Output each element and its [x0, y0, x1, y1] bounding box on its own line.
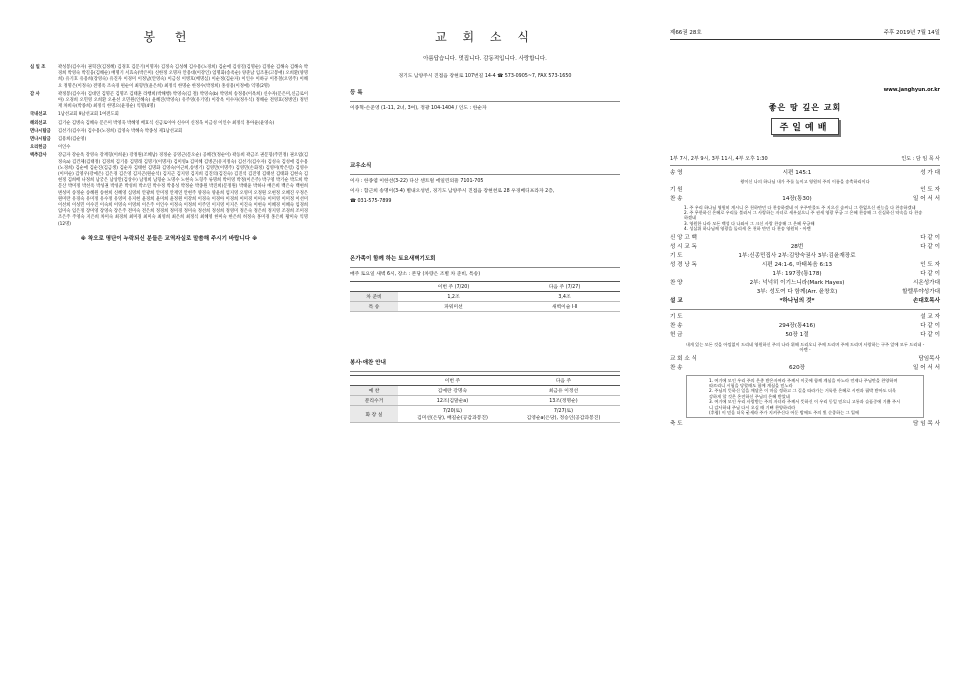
- register-heading: 등 록: [350, 90, 363, 96]
- order-title: 14장(통30): [782, 195, 812, 202]
- offering-row: [30, 112, 308, 118]
- order-row: [670, 322, 940, 331]
- order-leader: 다 같 이: [920, 270, 940, 277]
- order-row: [670, 288, 940, 297]
- closing-hymn-lyrics: 1. 여기에 모인 우리 주의 은총 받은자여라 주께서 이곳에 함께 계심을 아노라 언제나 주님만을 찬양하며 따르리니 시험을 당할때도 함께 계심을 믿노라 2. 주님의 뜻하신 일을 깨달은 이 마음 정하고 그 길을 따라가는 거룩한 은혜로 시련과 핍박 받아도 더욱 강하게 할 것은 온전하신 주님의 은혜 받았네 3. 여기에 모인 우리 사랑받는 주의 자녀라 주께서 뜻하신 이 우리 동일 믿으니 고통과 슬픔중에 기쁨 주시니 감사하네 주님 다시 오실 때 기뻐 찬양하리라 (후렴) 이 믿음 더욱 굳세라 주가 지켜주신다 어둔 밤에도 주의 빛 순종하는 그 입에: [686, 375, 924, 419]
- order-item: 교 회 소 식: [670, 355, 697, 362]
- offering-hymn-lyrics: 내게 있는 모든 것을 아낌없이 드리네 영원하신 주의 나라 위해 드리오니 주께 드리며 주께 드리며 사랑하는 구주 앞에 모두 드리네 - 아멘 -: [685, 341, 925, 353]
- order-row: [670, 364, 940, 373]
- order-row: [670, 252, 940, 261]
- table-cell: 예 찬: [350, 386, 398, 396]
- order-title: 시편 24:1-6, 마태복음 6:13: [761, 261, 833, 268]
- divider: [350, 267, 620, 268]
- table-cell: 7/20(토) 김미선(은당), 배길순(공감과봉진): [398, 406, 507, 423]
- offering-names: 곽정봉(김수자) 김대연 김명곤 김명조 김태훈 라행희(박해행) 박영숙(김 철) 박영숙(b) 박영희 송정용(이옥희) 신수자(문은미,신금로이아) 오경희 오민영 오희환 오운선 오민원(인혜숙) 윤혜진(박영숙) 유주영(유기영) 이강옥 이수자(정우식) 정해순 전영효(정병연) 정빈재 차희숙(박종희) 최정식 한명요(윤경순) 익명(4명): [58, 91, 308, 110]
- order-item: 찬 송: [670, 364, 683, 371]
- table-cell: 김예란 강명숙: [398, 386, 507, 396]
- table-row: [350, 386, 620, 396]
- order-row: [670, 313, 940, 322]
- order-row: [670, 186, 940, 195]
- members-news-heading: 교우소식: [350, 163, 372, 169]
- table-cell: 차 준비: [350, 292, 398, 302]
- offering-category: 해외선교: [30, 120, 47, 126]
- order-row: [670, 355, 940, 364]
- table-row: [350, 292, 620, 302]
- table-cell: 13조(정명순): [507, 396, 620, 406]
- divider: [350, 101, 620, 102]
- offering-row: [30, 129, 308, 135]
- prayer-table: [350, 281, 620, 312]
- order-leader: 성 가 대: [920, 170, 940, 176]
- order-title: 1부:신종민집사 2부:김양숙권사 3부:김윤재장로: [738, 252, 856, 259]
- order-title: 620장: [788, 364, 806, 371]
- table-header: [350, 282, 398, 292]
- offering-category: 국내선교: [30, 112, 47, 118]
- order-item: 성 경 낭 독: [670, 261, 697, 268]
- offering-title: 봉 헌: [143, 30, 195, 44]
- order-row: [670, 279, 940, 288]
- table-cell: 새벽이슬 Ⅰ·Ⅱ: [509, 302, 620, 312]
- order-row: [670, 234, 940, 243]
- offering-row: [30, 121, 308, 127]
- register-text: 이종혁-손준영 (1-11, 2녀, 3여), 정광 104-1404 / 인도 : 한순자: [350, 106, 487, 111]
- offering-category: 십 일 조: [30, 65, 46, 70]
- order-row: [670, 270, 940, 279]
- table-header: [350, 376, 398, 386]
- offering-category: 면나시탑금: [30, 137, 51, 143]
- table-cell: 최금유 이정선: [507, 386, 620, 396]
- table-cell: 12조(김말순a): [398, 396, 507, 406]
- hymn-lyrics: 1. 주 우리 하나님 영원히 계시니 온 천하만민 다 찬송하겠네 이 우주만물도 주 지으신 솜씨니 그 한없으신 권능을 다 찬송하겠네 2. 주 무한하신 은혜로 우리를 불러서 그 사랑하는 자녀로 세우셨으니 주 권세 영광 무궁 그 은혜 찬송해 그 신실하신 약속을 다 찬송하겠네 3. 영원한 나라 모든 백성 다 나와서 그 크신 사랑 찬송해 그 은혜 무궁해 4. 성삼위 하나님께 영광을 돌리세 온 천하 만민 다 찬송 영원히 - 아멘: [684, 204, 923, 232]
- order-title: 시편 145:1: [782, 170, 812, 176]
- prayer-text: 매주 토요일 새벽 6시, 장소 : 본당 (차량은 조별 차 준비, 특송): [350, 272, 481, 277]
- table-cell: 분리수거: [350, 396, 398, 406]
- table-header-row: [350, 282, 620, 292]
- church-name: 좋은 땅 깊은 교회: [768, 103, 842, 112]
- table-header: 다음 주 (7/27): [509, 282, 620, 292]
- order-title: 50장 1절: [785, 331, 809, 338]
- members-news-line: 이사 : 한종엽 이한선(3-22) 다산 센트럴 에일린의뜰 7101-705: [350, 179, 484, 184]
- divider: [350, 371, 620, 372]
- order-leader: 인 도 자: [920, 261, 940, 268]
- issue-number: 제66권 28호: [670, 30, 702, 36]
- table-cell: 3,4조: [509, 292, 620, 302]
- offering-names: 김기순 김병숙 김혜숙 문은미 박영욱 박혜영 배효식 신금로이아 신수미 신정욱 이금성 이인수 최정식 홍아윤(윤영숙): [58, 120, 275, 126]
- order-title: 28번: [790, 243, 804, 250]
- order-leader: 다 같 이: [920, 243, 940, 250]
- service-times: 1부 7시, 2부 9시, 3부 11시, 4부 오후 1:30: [670, 156, 768, 162]
- order-item: 성 시 교 독: [670, 243, 697, 250]
- table-row: [350, 406, 620, 423]
- order-row: [670, 195, 940, 204]
- news-panel: [320, 0, 640, 678]
- service-table: [350, 375, 620, 423]
- table-header-row: [350, 376, 620, 386]
- offering-category: 면나시탑금: [30, 128, 51, 134]
- order-title: *하나님의 것*: [779, 297, 815, 304]
- offering-row: [30, 145, 308, 151]
- church-motto: 아름답습니다. 멋집니다. 감동적입니다. 사랑합니다.: [423, 56, 547, 62]
- divider: [350, 174, 620, 175]
- offering-category: 오리헌금: [30, 145, 47, 151]
- offering-names: 김용희(김순영): [58, 137, 87, 143]
- order-leader: 담임목사: [918, 355, 940, 362]
- order-item: 헌 금: [670, 331, 683, 338]
- order-row: [670, 331, 940, 340]
- order-title: 3부: 성도여 다 함께(Arr. 윤창호): [756, 288, 838, 295]
- table-header: 이번 주 (7/20): [398, 282, 509, 292]
- table-cell: 7/27(토) 김영순a(은당), 정승인(공감과봉진): [507, 406, 620, 423]
- order-title: 294장(통416): [778, 322, 816, 329]
- members-news-line: 이사 : 함근희 송명이(3-4) 별내오성빈, 경기도 남양주시 진접읍 장현천로 28 우경베디프라자 2층,: [350, 189, 555, 194]
- order-title: 1부: 197장(통178): [772, 270, 822, 277]
- order-item: 기 원: [670, 186, 683, 193]
- church-address: 경기도 남양주시 진접읍 장현로 107번길 14-4 ☎ 573-0905~7, FAX 573-1650: [398, 74, 572, 79]
- prayer-heading: 온가족이 함께 하는 토요새벽기도회: [350, 256, 436, 262]
- offering-names: 이인수: [58, 145, 71, 151]
- offering-category: 감 사: [30, 91, 40, 97]
- table-cell: 특 송: [350, 302, 398, 312]
- order-item: 신 앙 고 백: [670, 234, 697, 241]
- offering-row: [30, 153, 308, 227]
- offering-row: [30, 65, 308, 90]
- table-row: [350, 302, 620, 312]
- offering-row: [30, 92, 308, 111]
- divider: [670, 309, 940, 310]
- bulletin-header: [670, 28, 940, 40]
- order-item: 찬 양: [670, 279, 683, 286]
- table-row: [350, 396, 620, 406]
- order-row: [670, 261, 940, 270]
- order-leader: 시온성가대: [912, 279, 940, 286]
- worship-panel: [640, 0, 960, 678]
- offering-names: 강금자 강순옥 강영숙 강재형(이희윤) 강정원(조혜남) 경정순 공영근(문오순) 공혜건(정순이) 곽동희 곽금조 권문형(주민정) 권오엽(김정숙a) 김건체(김태정) 김경희 김기용 김명래 김명기(이명자) 김미영a 김미혜 김병곤(유지정숙) 김선기(김수자) 김성숙 김성애 김수용(노경희) 김순애 김순진(김금생) 김순자 김태현 김명화 김영숙(이근희,송병기) 김영만(이명주) 김영민(손화정) 김영미(박은령) 김영수(이미순) 김영우(강예은) 김은경 김은영 김지곤(원순석) 김지근 김지영 김지희 김진의(김진숙) 김진석 김진영 김태선 김태화 김현숙 김현정 김희배 나정희 남궁은 남상만(김상수) 남정희 남형순 노명수 노현숙 노형주 류명희 박미영 박정(이은주) 박구영 박기순 박도희 박문산 박미정 박선옥 박성권 박성준 박성희 박소연 박수정 박용성 박정순 박종원 박진희(문정원) 박태윤 박하나 배은희 백은숙 백현희 변성미 송정순 송혜원 송현희 신혜영 심영희 안광희 안미정 안재연 안현주 양경숙 양윤희 엄지영 오영미 오정원 오현정 오혜진 우정은 원미란 유경숙 유미정 유수정 유영미 유지현 윤경희 윤미희 윤정원 이강희 이경숙 이경아 이경희 이미경 이미숙 이미영 이미정 이선미 이선희 이성민 이수진 이숙희 이영숙 이영희 이은주 이인수 이정숙 이정희 이주연 이지영 이지은 이진숙 이현숙 이혜경 이혜숙 임경희 임미숙 임은정 장미영 장영숙 장은주 전미숙 전은희 정경희 정미경 정미숙 정선희 정성희 정영미 정은숙 정은희 정지영 조경희 조미경 조은주 주영숙 지은희 차미숙 최경희 최미경 최미숙 최영희 최은희 최정식 최혜영 한미숙 한은희 허정숙 홍미경 홍은희 황미숙 익명(12명): [58, 153, 308, 227]
- bulletin-date: 주후 2019년 7월 14일: [883, 30, 940, 36]
- table-cell: 화 장 실: [350, 406, 398, 423]
- table-header: 이번 주: [398, 376, 507, 386]
- offering-panel: [0, 0, 320, 678]
- church-website: www.janghyun.or.kr: [883, 87, 940, 93]
- order-item: 기 도: [670, 252, 683, 259]
- divider: [670, 165, 940, 166]
- order-leader: 인 도 자: [920, 186, 940, 193]
- table-cell: 1,2조: [398, 292, 509, 302]
- order-leader: 다 같 이: [920, 322, 940, 329]
- table-header: 다음 주: [507, 376, 620, 386]
- order-item: 설 교: [670, 297, 683, 304]
- scripture-line: 왕이신 나의 하나님 내가 주를 높이고 영원히 주의 이름을 송축하리이다: [740, 179, 870, 184]
- order-leader: 손대호목사: [912, 297, 940, 304]
- offering-names: 1남선교회 9남선교회 1여전도회: [58, 112, 119, 118]
- members-news-line: ☎ 031-575-7899: [350, 199, 392, 204]
- offering-row: [30, 137, 308, 143]
- offering-category: 맥추감사: [30, 153, 47, 159]
- order-title: 2부: 넉넉히 이기느니라(Mark Hayes): [749, 279, 845, 286]
- service-heading: 봉사·애찬 안내: [350, 360, 386, 366]
- order-leader: 일 어 서 서: [913, 364, 940, 371]
- offering-note: ※ 착오로 명단이 누락되신 분들은 교역자실로 말씀해 주시기 바랍니다 ※: [80, 235, 258, 242]
- order-item: 기 도: [670, 313, 683, 320]
- order-row: [670, 243, 940, 252]
- service-times-row: [670, 155, 940, 162]
- order-row: [670, 420, 940, 429]
- order-leader: 할렐루야성가대: [902, 288, 940, 295]
- order-item: 찬 송: [670, 195, 683, 202]
- order-leader: 설 교 자: [920, 313, 940, 320]
- order-leader: 다 같 이: [920, 234, 940, 241]
- order-item: 축 도: [670, 421, 683, 428]
- order-leader: 일 어 서 서: [913, 195, 940, 202]
- worship-title: 주일예배: [771, 118, 839, 135]
- order-of-service: [670, 169, 940, 429]
- order-leader: 담 임 목 사: [913, 421, 940, 428]
- offering-list: [30, 65, 308, 228]
- order-item: 송 영: [670, 170, 683, 176]
- order-row: [670, 297, 940, 306]
- order-row: [670, 169, 940, 178]
- service-leader: 인도 : 담 임 목 사: [901, 156, 940, 162]
- offering-names: 김선기(김수자) 김수용(노경희) 김영숙 박혜숙 박종성 제1남선교회: [58, 128, 183, 134]
- table-cell: 파워미션: [398, 302, 509, 312]
- order-item: 찬 송: [670, 322, 683, 329]
- offering-names: 곽성봉(김수자) 권혁진(김정혜) 김경호 김문기(이명자) 김정숙 김성혜 김수용(노경희) 김순애 김성길(김명순) 김정순 김해숙 김해숙 박경희 박영숙 박길웅(김해순) 배명기 서효숙(박은미) 신한정 오명자 안용대(이강인) 엄명화(송옥순) 양준남 임조훈(고봉애) 오희환(양명희) 유기호 유용희(장영숙) 유진자 이경미 이정남(안영숙) 이금성 이병호(배명심) 이순정(김순자) 이인수 이하규 이흥철(오영주) 이해요 정명은(이정숙) 전명옥 조숙경 편순이 최형빈(윤은희) 최정식 한명순 한정수(박정희) 홍성용(이정애) 익명(2명): [58, 65, 308, 89]
- order-leader: 다 같 이: [920, 331, 940, 338]
- news-title: 교 회 소 식: [435, 30, 535, 44]
